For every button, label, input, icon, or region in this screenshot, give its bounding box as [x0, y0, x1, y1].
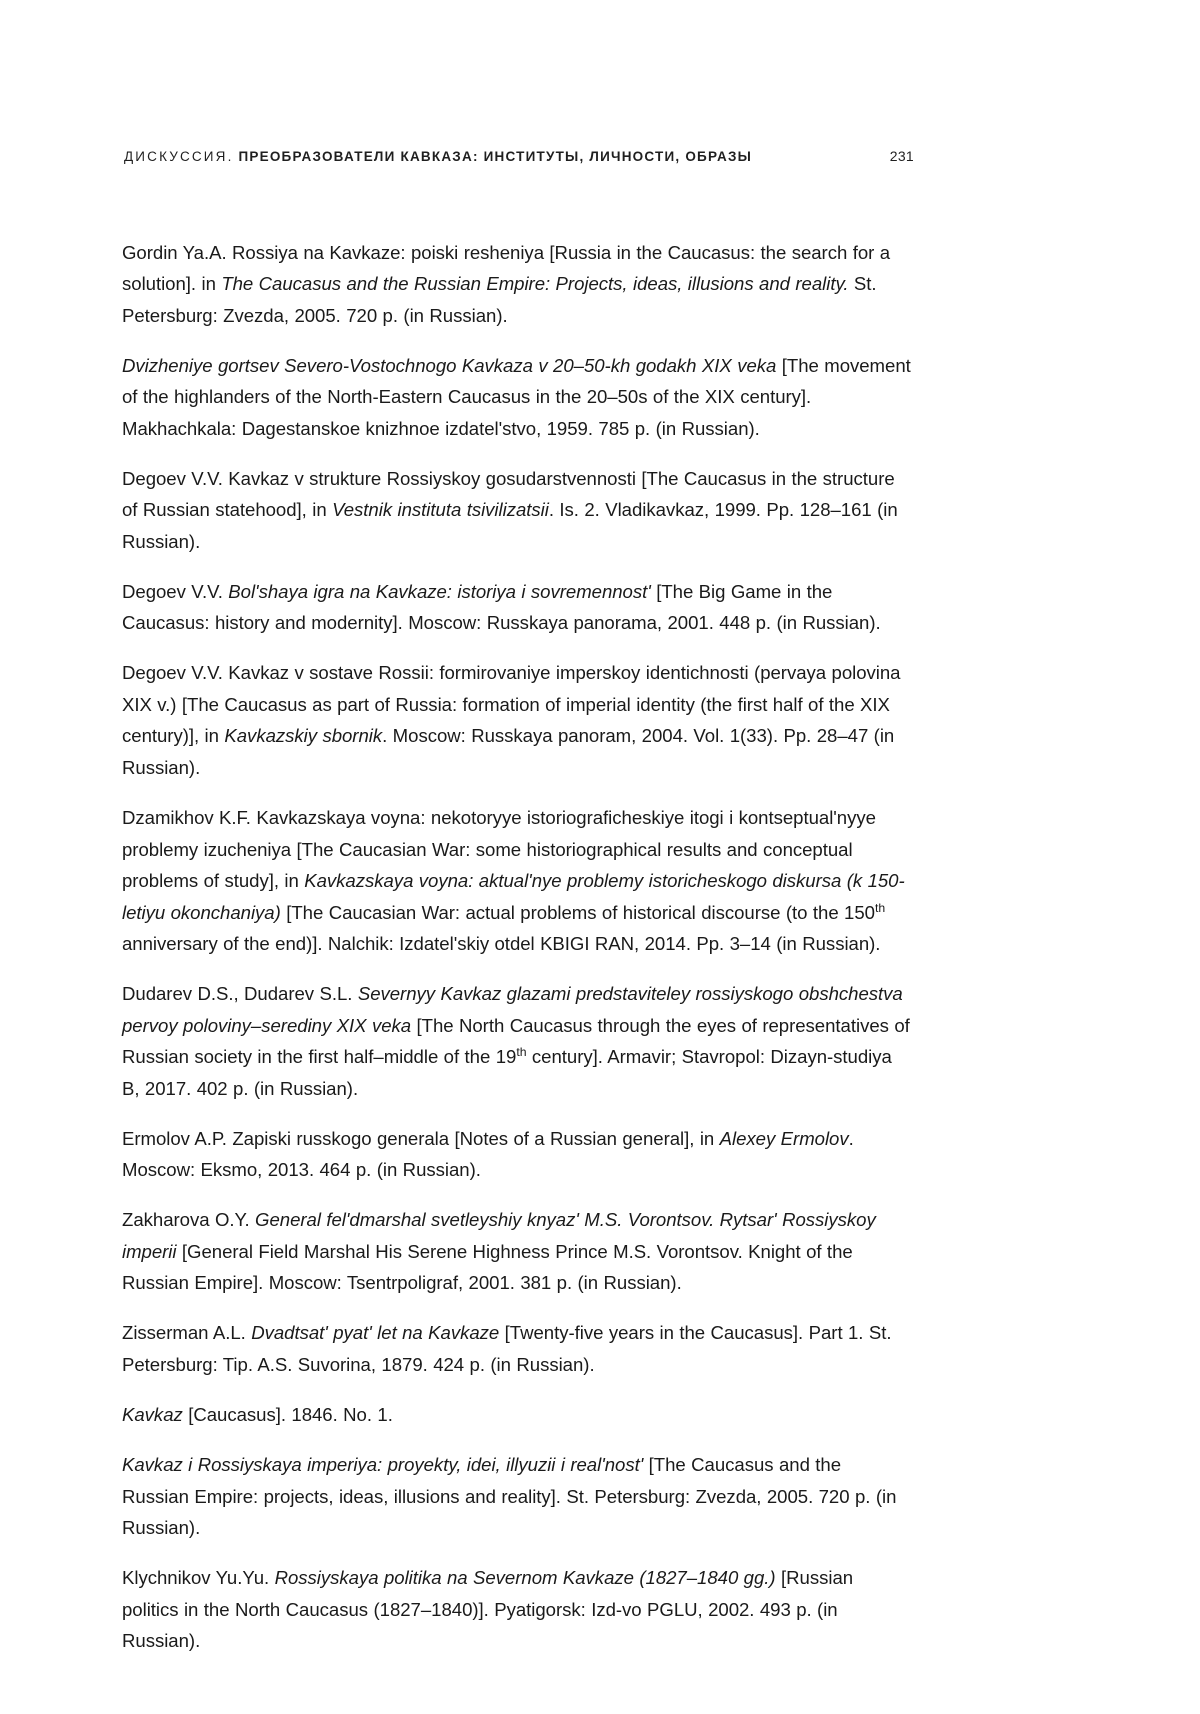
- ordinal-suffix: th: [516, 1044, 527, 1059]
- reference-text: Degoev V.V. Kavkaz v strukture Rossiyskoy gosudarstvennosti [The Caucasus in the structure of Russian statehood], in: [122, 467, 895, 521]
- reference-text: Degoev V.V. Kavkaz v sostave Rossii: formirovaniye imperskoy identichnosti (pervaya polovina XIX v.) [The Caucasus as part of Russia: formation of imperial identity (the first half of the XIX century)], in: [122, 662, 901, 747]
- reference-title-italic: Rossiyskaya politika na Severnom Kavkaze (1827–1840 gg.): [274, 1567, 776, 1589]
- reference-text: [The Caucasus and the Russian Empire: projects, ideas, illusions and reality]. St. Petersburg: Zvezda, 2005. 720 p. (in Russian).: [122, 1454, 897, 1539]
- reference-entry: [122, 463, 912, 558]
- reference-text: . Moscow: Russkaya panoram, 2004. Vol. 1(33). Pp. 28–47 (in Russian).: [122, 725, 895, 778]
- reference-text: Klychnikov Yu.Yu.: [122, 1567, 275, 1589]
- running-head-lead: ДИСКУССИЯ.: [124, 149, 234, 164]
- reference-text: . Moscow: Eksmo, 2013. 464 p. (in Russian).: [122, 1127, 854, 1181]
- reference-entry: [122, 1123, 912, 1186]
- reference-title-italic: The Caucasus and the Russian Empire: Projects, ideas, illusions and reality.: [221, 273, 849, 295]
- running-head-title: [124, 149, 752, 164]
- reference-entry: [122, 802, 912, 960]
- reference-text: Dzamikhov K.F. Kavkazskaya voyna: nekotoryye istoriograficheskiye itogi i kontseptual'nyye problemy izucheniya [The Caucasian War: some historiographical results and conceptual problems of study], in: [122, 807, 876, 892]
- reference-text: . Is. 2. Vladikavkaz, 1999. Pp. 128–161 (in Russian).: [122, 499, 898, 552]
- reference-title-italic: Kavkazskaya voyna: aktual'nye problemy istoricheskogo diskursa (k 150-letiyu okonchaniya): [122, 870, 905, 923]
- ordinal-suffix: th: [874, 900, 886, 915]
- reference-entry: [122, 237, 912, 332]
- reference-title-italic: Dvizheniye gortsev Severo-Vostochnogo Kavkaza v 20–50-kh godakh XIX veka: [122, 354, 777, 376]
- running-head: [124, 148, 914, 164]
- reference-entry: [122, 1204, 912, 1299]
- reference-title-italic: General fel'dmarshal svetleyshiy knyaz' M.S. Vorontsov. Rytsar' Rossiyskoy imperii: [122, 1209, 876, 1262]
- reference-text: [Twenty-five years in the Caucasus]. Part 1. St. Petersburg: Tip. A.S. Suvorina, 1879. 424 p. (in Russian).: [122, 1322, 892, 1375]
- reference-text: [The Big Game in the Caucasus: history and modernity]. Moscow: Russkaya panorama, 2001. 448 p. (in Russian).: [122, 580, 881, 634]
- reference-text: century]. Armavir; Stavropol: Dizayn-studiya B, 2017. 402 p. (in Russian).: [122, 1046, 892, 1099]
- reference-list: [122, 218, 912, 1657]
- reference-entry: [122, 1562, 912, 1657]
- reference-title-italic: Alexey Ermolov: [719, 1127, 849, 1149]
- reference-title-italic: Kavkazskiy sbornik: [224, 725, 383, 747]
- reference-text: [General Field Marshal His Serene Highness Prince M.S. Vorontsov. Knight of the Russian Empire]. Moscow: Tsentrpoligraf, 2001. 381 p. (in Russian).: [122, 1240, 853, 1294]
- reference-text: [The North Caucasus through the eyes of representatives of Russian society in the first half–middle of the 19: [122, 1014, 910, 1068]
- reference-text: [Caucasus]. 1846. No. 1.: [182, 1404, 393, 1426]
- reference-title-italic: Vestnik instituta tsivilizatsii: [332, 499, 549, 521]
- reference-title-italic: Dvadtsat' pyat' let na Kavkaze: [251, 1322, 500, 1344]
- reference-text: [Russian politics in the North Caucasus (1827–1840)]. Pyatigorsk: Izd-vo PGLU, 2002. 493 p. (in Russian).: [122, 1567, 854, 1652]
- reference-title-italic: Severnyy Kavkaz glazami predstaviteley rossiyskogo obshchestva pervoy poloviny–serediny XIX veka: [122, 983, 903, 1036]
- reference-text: Ermolov A.P. Zapiski russkogo generala [Notes of a Russian general], in: [122, 1127, 720, 1149]
- reference-text: [The movement of the highlanders of the North-Eastern Caucasus in the 20–50s of the XIX century]. Makhachkala: Dagestanskoe knizhnoe izdatel'stvo, 1959. 785 p. (in Russian).: [122, 354, 911, 439]
- reference-text: Degoev V.V.: [122, 580, 229, 602]
- reference-text: Zisserman A.L.: [122, 1322, 252, 1344]
- reference-entry: [122, 1399, 912, 1431]
- reference-text: anniversary of the end)]. Nalchik: Izdatel'skiy otdel KBIGI RAN, 2014. Pp. 3–14 (in Russian).: [122, 933, 881, 955]
- reference-title-italic: Kavkaz i Rossiyskaya imperiya: proyekty, idei, illyuzii i real'nost': [122, 1454, 644, 1476]
- reference-entry: [122, 1449, 912, 1544]
- reference-entry: [122, 978, 912, 1104]
- reference-text: [The Caucasian War: actual problems of historical discourse (to the 150: [280, 901, 875, 923]
- reference-entry: [122, 1317, 912, 1380]
- reference-title-italic: Bol'shaya igra na Kavkaze: istoriya i sovremennost': [228, 580, 651, 602]
- reference-text: Gordin Ya.A. Rossiya na Kavkaze: poiski resheniya [Russia in the Caucasus: the search for a solution]. in: [122, 241, 891, 295]
- reference-title-italic: Kavkaz: [122, 1404, 183, 1426]
- reference-text: St. Petersburg: Zvezda, 2005. 720 p. (in Russian).: [122, 273, 877, 326]
- running-head-section: ПРЕОБРАЗОВАТЕЛИ КАВКАЗА: ИНСТИТУТЫ, ЛИЧНОСТИ, ОБРАЗЫ: [238, 149, 753, 164]
- reference-text: Dudarev D.S., Dudarev S.L.: [122, 983, 358, 1005]
- reference-entry: [122, 657, 912, 783]
- reference-entry: [122, 350, 912, 445]
- page-number: 231: [889, 148, 914, 164]
- reference-entry: [122, 576, 912, 639]
- reference-text: Zakharova O.Y.: [122, 1209, 256, 1231]
